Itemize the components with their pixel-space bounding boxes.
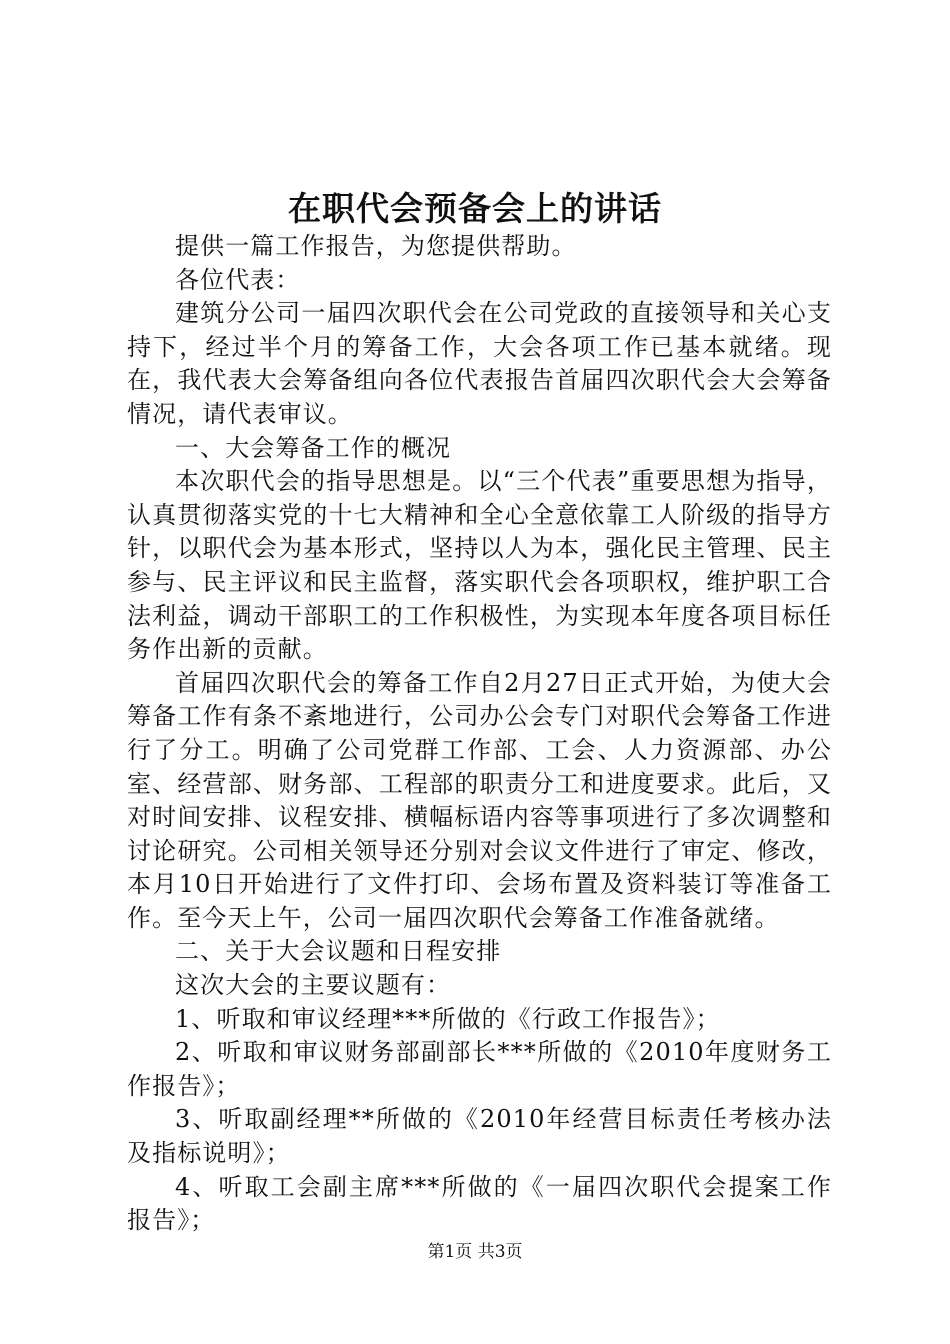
paragraph-agenda-intro: 这次大会的主要议题有： xyxy=(175,971,452,1000)
paragraph-greeting: 各位代表： xyxy=(175,265,301,294)
document-title: 在职代会预备会上的讲话 xyxy=(288,189,662,228)
paragraph-guiding-ideology: 本次职代会的指导思想是。以“三个代表”重要思想为指导，认真贯彻落实党的十七大精神和全心全意依靠工人阶级的指导方针，以职代会为基本形式，坚持以人为本，强化民主管理、民主参与、民主评议和民主监督，落实职代会各项职权，维护职工合法利益，调动干部职工的工作积极性，为实现本年度各项目标任务作出新的贡献。 xyxy=(127,467,832,664)
section-heading-1: 一、大会筹备工作的概况 xyxy=(175,433,452,462)
agenda-item-1: 1、听取和审议经理***所做的《行政工作报告》； xyxy=(175,1004,721,1033)
page-footer: 第1页 共3页 xyxy=(427,1242,523,1262)
paragraph-opening: 建筑分公司一届四次职代会在公司党政的直接领导和关心支持下，经过半个月的筹备工作，大会各项工作已基本就绪。现在，我代表大会筹备组向各位代表报告首届四次职代会大会筹备情况，请代表审议。 xyxy=(127,299,832,428)
agenda-item-3: 3、听取副经理**所做的《2010年经营目标责任考核办法及指标说明》； xyxy=(127,1105,832,1168)
paragraph-intro: 提供一篇工作报告，为您提供帮助。 xyxy=(175,232,577,260)
paragraph-preparation: 首届四次职代会的筹备工作自2月27日正式开始，为使大会筹备工作有条不紊地进行，公司办公会专门对职代会筹备工作进行了分工。明确了公司党群工作部、工会、人力资源部、办公室、经营部、财务部、工程部的职责分工和进度要求。此后，又对时间安排、议程安排、横幅标语内容等事项进行了多次调整和讨论研究。公司相关领导还分别对会议文件进行了审定、修改，本月10日开始进行了文件打印、会场布置及资料装订等准备工作。至今天上午，公司一届四次职代会筹备工作准备就绪。 xyxy=(127,668,832,932)
agenda-item-4: 4、听取工会副主席***所做的《一届四次职代会提案工作报告》； xyxy=(127,1172,832,1235)
agenda-item-2: 2、听取和审议财务部副部长***所做的《2010年度财务工作报告》； xyxy=(127,1038,832,1100)
document-body xyxy=(127,230,832,1238)
section-heading-2: 二、关于大会议题和日程安排 xyxy=(175,937,502,966)
